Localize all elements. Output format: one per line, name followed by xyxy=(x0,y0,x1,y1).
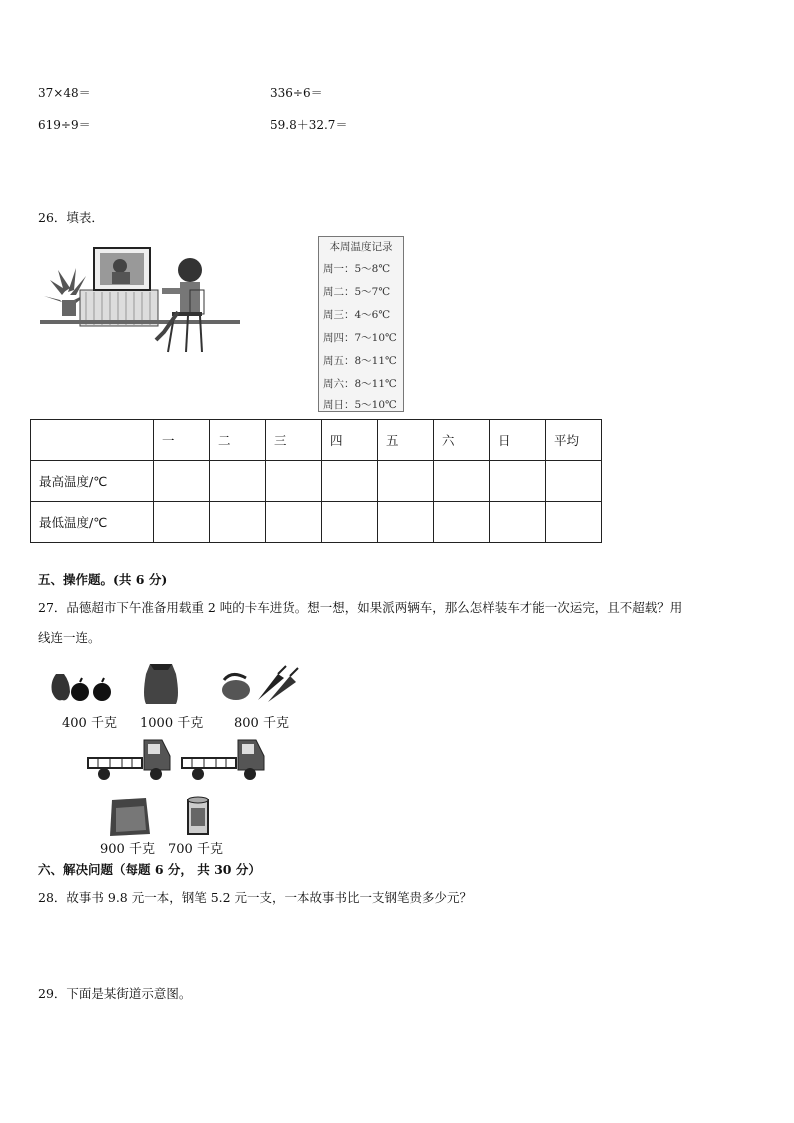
truck-icon xyxy=(88,740,170,780)
table-header-cell: 二 xyxy=(210,420,266,461)
table-blank-cell[interactable] xyxy=(434,502,490,543)
table-header-cell: 平均 xyxy=(546,420,602,461)
table-header-cell: 一 xyxy=(154,420,210,461)
temperature-record-card xyxy=(318,236,404,412)
question-29: 29．下面是某街道示意图。 xyxy=(38,986,192,1001)
table-blank-cell[interactable] xyxy=(490,502,546,543)
trucks-illustration xyxy=(86,736,270,782)
card-row-sun: 周日：5～10℃ xyxy=(323,399,397,411)
table-blank-cell[interactable] xyxy=(210,461,266,502)
weight-label-vegetables: 800 千克 xyxy=(234,716,289,731)
table-blank-cell[interactable] xyxy=(210,502,266,543)
lower-goods-pictures xyxy=(106,794,216,838)
table-blank-cell[interactable] xyxy=(490,461,546,502)
equation-2: 336÷6＝ xyxy=(270,86,323,100)
section-6-title: 六、解决问题（每题 6 分， 共 30 分） xyxy=(38,862,261,877)
card-title: 本周温度记录 xyxy=(329,241,393,253)
question-26-title: 26．填表． xyxy=(38,210,104,225)
table-blank-cell[interactable] xyxy=(266,461,322,502)
card-row-mon: 周一：5～8℃ xyxy=(323,263,391,275)
card-row-wed: 周三：4～6℃ xyxy=(323,309,391,321)
can-icon xyxy=(188,797,208,834)
weight-label-can: 700 千克 xyxy=(168,842,223,857)
question-27-line-1: 27．品德超市下午准备用载重 2 吨的卡车进货。想一想，如果派两辆车，那么怎样装车才能一次运完，且不超载？用 xyxy=(38,600,683,615)
table-blank-cell[interactable] xyxy=(546,502,602,543)
table-blank-cell[interactable] xyxy=(154,502,210,543)
table-header-cell: 日 xyxy=(490,420,546,461)
card-row-fri: 周五：8～11℃ xyxy=(323,355,397,367)
weight-label-bag: 900 千克 xyxy=(100,842,155,857)
table-blank-cell[interactable] xyxy=(434,461,490,502)
table-blank-cell[interactable] xyxy=(154,461,210,502)
goods-pictures-row xyxy=(46,660,306,706)
table-blank-cell[interactable] xyxy=(546,461,602,502)
table-corner-cell xyxy=(31,420,154,461)
row-label-min-temp: 最低温度/℃ xyxy=(31,502,154,543)
sack-icon xyxy=(144,664,178,704)
equation-4: 59.8＋32.7＝ xyxy=(270,118,348,132)
table-header-cell: 四 xyxy=(322,420,378,461)
fruit-icon xyxy=(52,674,112,701)
row-label-max-temp: 最高温度/℃ xyxy=(31,461,154,502)
equation-1: 37×48＝ xyxy=(38,86,91,100)
table-row xyxy=(31,461,602,502)
weight-label-fruit: 400 千克 xyxy=(62,716,117,731)
section-5-title: 五、操作题。(共 6 分) xyxy=(38,572,168,587)
question-28: 28．故事书 9.8 元一本，钢笔 5.2 元一支，一本故事书比一支钢笔贵多少元？ xyxy=(38,890,473,905)
equation-3: 619÷9＝ xyxy=(38,118,91,132)
table-row xyxy=(31,502,602,543)
card-row-sat: 周六：8～11℃ xyxy=(323,378,397,390)
table-header-cell: 三 xyxy=(266,420,322,461)
truck-icon xyxy=(182,740,264,780)
table-header-row xyxy=(31,420,602,461)
card-row-tue: 周二：5～7℃ xyxy=(323,286,391,298)
table-blank-cell[interactable] xyxy=(322,502,378,543)
table-blank-cell[interactable] xyxy=(322,461,378,502)
table-header-cell: 五 xyxy=(378,420,434,461)
weight-label-sack: 1000 千克 xyxy=(140,716,204,731)
table-header-cell: 六 xyxy=(434,420,490,461)
table-blank-cell[interactable] xyxy=(266,502,322,543)
temperature-fill-table xyxy=(30,419,602,543)
card-row-thu: 周四：7～10℃ xyxy=(323,332,397,344)
table-blank-cell[interactable] xyxy=(378,461,434,502)
vegetables-icon xyxy=(222,666,298,702)
child-watching-tv-illustration xyxy=(40,240,240,355)
table-blank-cell[interactable] xyxy=(378,502,434,543)
bag-icon xyxy=(110,798,150,836)
question-27-line-2: 线连一连。 xyxy=(38,630,101,645)
